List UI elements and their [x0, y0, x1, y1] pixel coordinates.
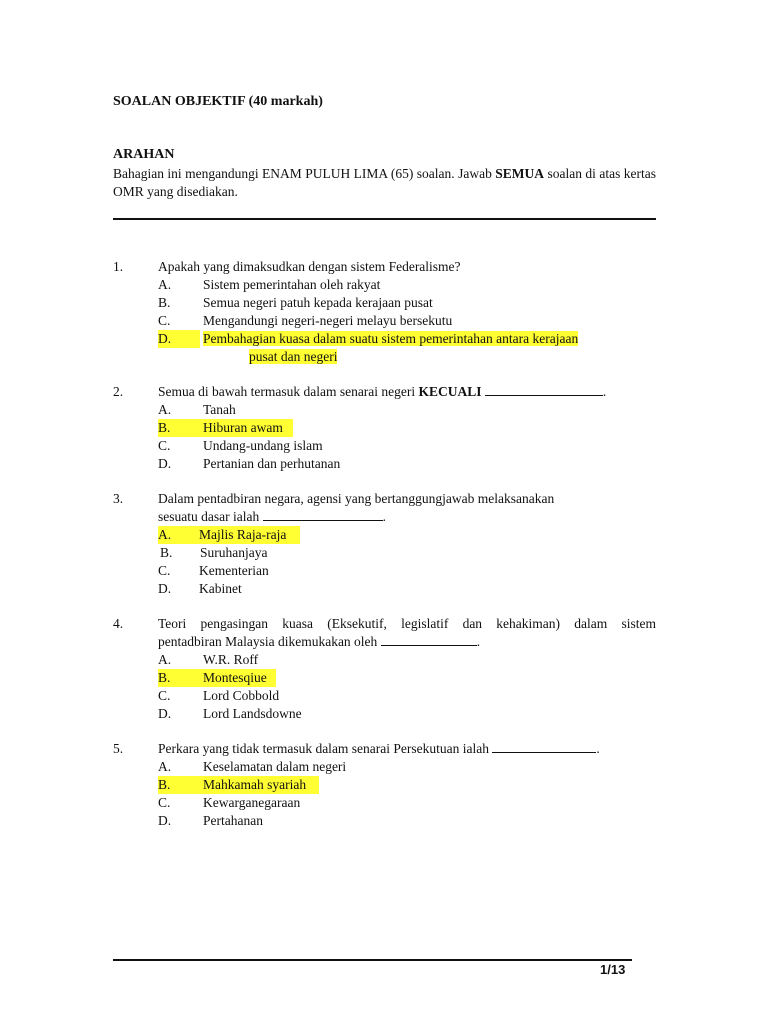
question-5: [113, 740, 656, 830]
question-stem-line1: Dalam pentadbiran negara, agensi yang bertanggungjawab melaksanakan: [158, 491, 555, 506]
option-letter: B.: [158, 777, 171, 792]
question-stem-part2: .: [602, 384, 607, 399]
option-text: Montesqiue: [203, 670, 267, 685]
option-text: Pembahagian kuasa dalam suatu sistem pemerintahan antara kerajaan: [203, 331, 579, 346]
answer-blank: [381, 633, 477, 646]
option-text: Undang-undang islam: [203, 438, 323, 453]
question-stem-part1: Semua di bawah termasuk dalam senarai negeri: [158, 384, 419, 399]
option-letter: D.: [158, 330, 200, 348]
option-letter: C.: [158, 563, 171, 578]
option-letter: D.: [158, 813, 172, 828]
option-text: Lord Cobbold: [203, 688, 280, 703]
question-stem-bold: KECUALI: [418, 384, 482, 399]
instructions-text-bold: SEMUA: [495, 166, 545, 181]
option-b[interactable]: [158, 544, 656, 562]
option-text: Tanah: [203, 402, 236, 417]
question-2: [113, 383, 656, 473]
option-a[interactable]: [158, 651, 656, 669]
option-letter: C.: [158, 438, 171, 453]
option-letter: C.: [158, 313, 171, 328]
question-stem-line2-wrap: [158, 633, 656, 651]
question-stem-line1: Teori pengasingan kuasa (Eksekutif, legislatif dan kehakiman) dalam sistem: [158, 616, 656, 631]
instructions-text: [113, 165, 656, 201]
option-b[interactable]: [158, 776, 656, 794]
question-number: 5.: [113, 741, 124, 756]
option-letter: C.: [158, 688, 171, 703]
option-d[interactable]: [158, 580, 656, 598]
instructions-divider: [113, 218, 656, 220]
option-text: Kabinet: [199, 581, 242, 596]
question-stem-end: .: [476, 634, 481, 649]
question-stem-line2: pentadbiran Malaysia dikemukakan oleh: [158, 634, 378, 649]
option-b[interactable]: [158, 419, 656, 437]
question-stem-text: Perkara yang tidak termasuk dalam senarai Persekutuan ialah: [158, 741, 490, 756]
option-text: Pertanian dan perhutanan: [203, 456, 341, 471]
question-stem: [158, 615, 656, 651]
option-letter: D.: [158, 706, 172, 721]
option-text: Majlis Raja-raja: [199, 527, 287, 542]
question-number: 1.: [113, 259, 124, 274]
question-number: 3.: [113, 491, 124, 506]
option-c[interactable]: [158, 794, 656, 812]
option-c[interactable]: [158, 687, 656, 705]
option-c[interactable]: [158, 562, 656, 580]
option-b[interactable]: [158, 294, 656, 312]
option-text: Semua negeri patuh kepada kerajaan pusat: [203, 295, 433, 310]
option-text: Suruhanjaya: [200, 545, 268, 560]
option-letter: A.: [158, 527, 172, 542]
answer-blank: [485, 383, 603, 396]
question-stem: Apakah yang dimaksudkan dengan sistem Federalisme?: [158, 259, 461, 274]
question-stem: [158, 740, 656, 758]
option-text-cont: pusat dan negeri: [249, 349, 338, 364]
instructions-text-part2: soalan di atas kertas OMR yang disediakan.: [113, 166, 656, 199]
option-text: Lord Landsdowne: [203, 706, 302, 721]
option-letter: A.: [158, 402, 172, 417]
question-stem-line2: sesuatu dasar ialah: [158, 509, 260, 524]
question-number: 4.: [113, 616, 124, 631]
option-c[interactable]: [158, 437, 656, 455]
answer-blank: [263, 508, 383, 521]
option-c[interactable]: [158, 312, 656, 330]
option-text: W.R. Roff: [203, 652, 259, 667]
instructions-heading: ARAHAN: [113, 147, 175, 162]
option-letter: B.: [158, 420, 171, 435]
option-text: Mengandungi negeri-negeri melayu bersekutu: [203, 313, 453, 328]
question-1: [113, 258, 656, 366]
option-text: Pertahanan: [203, 813, 263, 828]
question-4: [113, 615, 656, 723]
page-title: SOALAN OBJEKTIF (40 markah): [113, 94, 323, 109]
option-d[interactable]: [158, 455, 656, 473]
option-letter: B.: [158, 670, 171, 685]
footer-divider: [113, 959, 632, 961]
instructions-text-part1: Bahagian ini mengandungi ENAM PULUH LIMA (65) soalan. Jawab: [113, 166, 496, 181]
option-letter: B.: [160, 545, 173, 560]
question-stem: [158, 383, 656, 401]
option-letter: D.: [158, 456, 172, 471]
question-number: 2.: [113, 384, 124, 399]
option-a[interactable]: [158, 758, 656, 776]
option-a[interactable]: [158, 526, 656, 544]
question-3: [113, 490, 656, 598]
option-text: Hiburan awam: [203, 420, 283, 435]
question-stem-end: .: [382, 509, 386, 524]
question-stem: [158, 490, 656, 526]
option-text: Kewarganegaraan: [203, 795, 301, 810]
option-d[interactable]: [158, 330, 656, 366]
question-stem-end: .: [596, 741, 600, 756]
question-stem-line2-wrap: [158, 508, 656, 526]
page-number: 1/13: [600, 962, 626, 977]
option-a[interactable]: [158, 401, 656, 419]
option-letter: C.: [158, 795, 171, 810]
option-text: Kementerian: [199, 563, 269, 578]
option-letter: A.: [158, 759, 172, 774]
option-text-line-2: [249, 348, 656, 366]
option-letter: A.: [158, 652, 172, 667]
option-text: Sistem pemerintahan oleh rakyat: [203, 277, 381, 292]
answer-blank: [492, 740, 596, 753]
option-d[interactable]: [158, 812, 656, 830]
option-text: Mahkamah syariah: [203, 777, 307, 792]
option-letter: D.: [158, 581, 172, 596]
option-letter: A.: [158, 277, 172, 292]
option-text: Keselamatan dalam negeri: [203, 759, 347, 774]
option-a[interactable]: [158, 276, 656, 294]
option-text-line: [203, 330, 656, 348]
option-letter: B.: [158, 295, 171, 310]
option-b[interactable]: [158, 669, 656, 687]
option-d[interactable]: [158, 705, 656, 723]
